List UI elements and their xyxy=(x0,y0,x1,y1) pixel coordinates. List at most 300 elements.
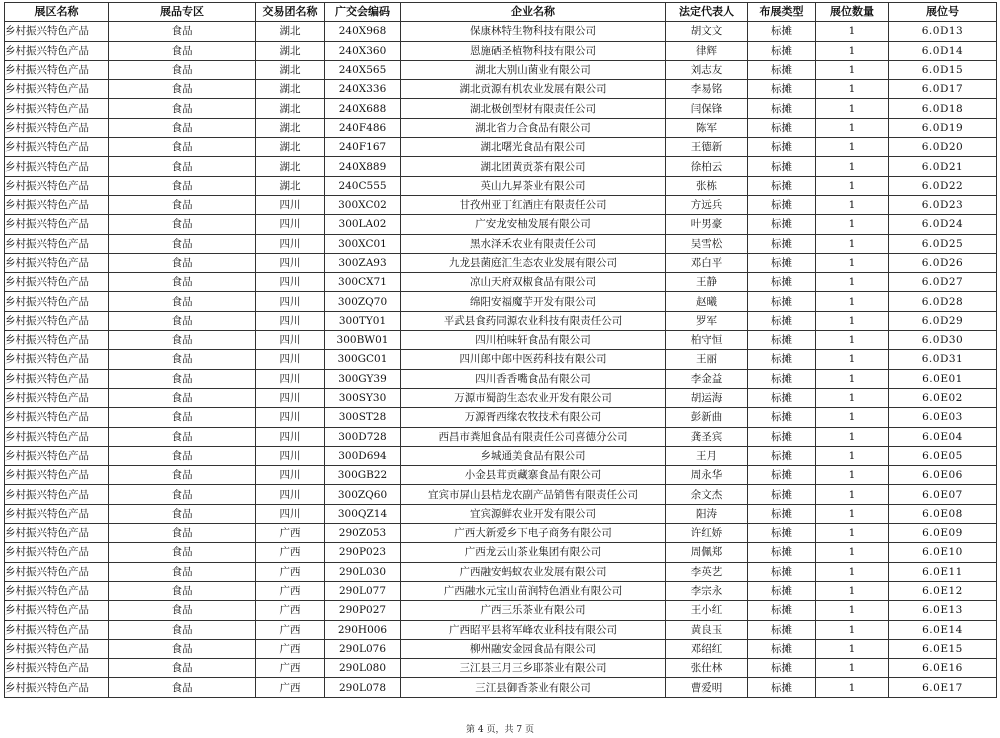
code-cell: 290L030 xyxy=(325,562,401,581)
category-cell: 食品 xyxy=(109,157,256,176)
booth-number-cell: 6.0D27 xyxy=(889,273,997,292)
code-cell: 290P023 xyxy=(325,543,401,562)
booth-type-cell: 标摊 xyxy=(748,60,816,79)
representative-cell: 邓绍红 xyxy=(666,639,748,658)
company-cell: 乡城通美食品有限公司 xyxy=(401,446,666,465)
delegation-cell: 四川 xyxy=(256,292,325,311)
table-row xyxy=(5,331,997,350)
delegation-cell: 广西 xyxy=(256,659,325,678)
table-row xyxy=(5,466,997,485)
booth-type-cell: 标摊 xyxy=(748,466,816,485)
exhibitor-table xyxy=(4,2,997,698)
booth-type-cell: 标摊 xyxy=(748,562,816,581)
booth-number-cell: 6.0E13 xyxy=(889,601,997,620)
company-cell: 湖北曙光食品有限公司 xyxy=(401,138,666,157)
booth-type-cell: 标摊 xyxy=(748,408,816,427)
representative-cell: 张栋 xyxy=(666,176,748,195)
delegation-cell: 四川 xyxy=(256,215,325,234)
company-cell: 柳州融安金园食品有限公司 xyxy=(401,639,666,658)
zone-cell: 乡村振兴特色产品 xyxy=(5,369,109,388)
booth-type-cell: 标摊 xyxy=(748,524,816,543)
category-cell: 食品 xyxy=(109,427,256,446)
booth-count-cell: 1 xyxy=(816,311,889,330)
table-row xyxy=(5,659,997,678)
code-cell: 300ZQ60 xyxy=(325,485,401,504)
company-cell: 湖北省力合食品有限公司 xyxy=(401,118,666,137)
booth-number-cell: 6.0D14 xyxy=(889,41,997,60)
code-cell: 300ST28 xyxy=(325,408,401,427)
booth-count-cell: 1 xyxy=(816,118,889,137)
category-cell: 食品 xyxy=(109,639,256,658)
table-row xyxy=(5,369,997,388)
zone-cell: 乡村振兴特色产品 xyxy=(5,562,109,581)
delegation-cell: 广西 xyxy=(256,543,325,562)
booth-type-cell: 标摊 xyxy=(748,446,816,465)
representative-cell: 周永华 xyxy=(666,466,748,485)
booth-count-cell: 1 xyxy=(816,504,889,523)
booth-number-cell: 6.0E06 xyxy=(889,466,997,485)
representative-cell: 刘志友 xyxy=(666,60,748,79)
booth-count-cell: 1 xyxy=(816,253,889,272)
booth-type-cell: 标摊 xyxy=(748,369,816,388)
delegation-cell: 湖北 xyxy=(256,41,325,60)
delegation-cell: 广西 xyxy=(256,678,325,697)
booth-count-cell: 1 xyxy=(816,99,889,118)
category-cell: 食品 xyxy=(109,99,256,118)
zone-cell: 乡村振兴特色产品 xyxy=(5,176,109,195)
company-cell: 万源市蜀韵生态农业开发有限公司 xyxy=(401,388,666,407)
header-booth-number: 展位号 xyxy=(889,3,997,22)
company-cell: 宜宾源鲜农业开发有限公司 xyxy=(401,504,666,523)
representative-cell: 柏守恒 xyxy=(666,331,748,350)
booth-type-cell: 标摊 xyxy=(748,388,816,407)
booth-count-cell: 1 xyxy=(816,485,889,504)
delegation-cell: 四川 xyxy=(256,234,325,253)
booth-number-cell: 6.0E10 xyxy=(889,543,997,562)
delegation-cell: 四川 xyxy=(256,331,325,350)
zone-cell: 乡村振兴特色产品 xyxy=(5,446,109,465)
code-cell: 240F486 xyxy=(325,118,401,137)
booth-count-cell: 1 xyxy=(816,138,889,157)
category-cell: 食品 xyxy=(109,273,256,292)
booth-count-cell: 1 xyxy=(816,678,889,697)
zone-cell: 乡村振兴特色产品 xyxy=(5,601,109,620)
zone-cell: 乡村振兴特色产品 xyxy=(5,504,109,523)
booth-number-cell: 6.0E09 xyxy=(889,524,997,543)
booth-count-cell: 1 xyxy=(816,620,889,639)
header-category: 展品专区 xyxy=(109,3,256,22)
representative-cell: 徐柏云 xyxy=(666,157,748,176)
booth-number-cell: 6.0D25 xyxy=(889,234,997,253)
zone-cell: 乡村振兴特色产品 xyxy=(5,388,109,407)
booth-type-cell: 标摊 xyxy=(748,176,816,195)
delegation-cell: 湖北 xyxy=(256,60,325,79)
delegation-cell: 四川 xyxy=(256,504,325,523)
representative-cell: 赵曦 xyxy=(666,292,748,311)
booth-type-cell: 标摊 xyxy=(748,80,816,99)
representative-cell: 胡文文 xyxy=(666,22,748,41)
delegation-cell: 广西 xyxy=(256,601,325,620)
representative-cell: 彭新曲 xyxy=(666,408,748,427)
booth-count-cell: 1 xyxy=(816,331,889,350)
table-row xyxy=(5,408,997,427)
zone-cell: 乡村振兴特色产品 xyxy=(5,408,109,427)
representative-cell: 张仕林 xyxy=(666,659,748,678)
zone-cell: 乡村振兴特色产品 xyxy=(5,581,109,600)
zone-cell: 乡村振兴特色产品 xyxy=(5,543,109,562)
representative-cell: 龚圣宾 xyxy=(666,427,748,446)
category-cell: 食品 xyxy=(109,408,256,427)
zone-cell: 乡村振兴特色产品 xyxy=(5,80,109,99)
category-cell: 食品 xyxy=(109,388,256,407)
table-row xyxy=(5,678,997,697)
code-cell: 300D728 xyxy=(325,427,401,446)
booth-number-cell: 6.0D22 xyxy=(889,176,997,195)
code-cell: 240X360 xyxy=(325,41,401,60)
code-cell: 300CX71 xyxy=(325,273,401,292)
company-cell: 小金县茸贡藏寨食品有限公司 xyxy=(401,466,666,485)
booth-count-cell: 1 xyxy=(816,427,889,446)
category-cell: 食品 xyxy=(109,524,256,543)
booth-number-cell: 6.0E14 xyxy=(889,620,997,639)
representative-cell: 胡运海 xyxy=(666,388,748,407)
zone-cell: 乡村振兴特色产品 xyxy=(5,427,109,446)
company-cell: 甘孜州亚丁红酒庄有限责任公司 xyxy=(401,195,666,214)
code-cell: 300GY39 xyxy=(325,369,401,388)
table-row xyxy=(5,524,997,543)
code-cell: 300SY30 xyxy=(325,388,401,407)
booth-number-cell: 6.0E16 xyxy=(889,659,997,678)
zone-cell: 乡村振兴特色产品 xyxy=(5,311,109,330)
category-cell: 食品 xyxy=(109,234,256,253)
delegation-cell: 广西 xyxy=(256,639,325,658)
booth-count-cell: 1 xyxy=(816,22,889,41)
zone-cell: 乡村振兴特色产品 xyxy=(5,234,109,253)
table-row xyxy=(5,22,997,41)
category-cell: 食品 xyxy=(109,41,256,60)
booth-number-cell: 6.0E04 xyxy=(889,427,997,446)
code-cell: 240X968 xyxy=(325,22,401,41)
category-cell: 食品 xyxy=(109,504,256,523)
booth-count-cell: 1 xyxy=(816,369,889,388)
company-cell: 九龙县菌庭汇生态农业发展有限公司 xyxy=(401,253,666,272)
delegation-cell: 湖北 xyxy=(256,176,325,195)
representative-cell: 王静 xyxy=(666,273,748,292)
company-cell: 西昌市粪旭食品有限责任公司喜德分公司 xyxy=(401,427,666,446)
booth-count-cell: 1 xyxy=(816,60,889,79)
zone-cell: 乡村振兴特色产品 xyxy=(5,273,109,292)
representative-cell: 周佩郑 xyxy=(666,543,748,562)
table-row xyxy=(5,601,997,620)
representative-cell: 吴雪松 xyxy=(666,234,748,253)
booth-count-cell: 1 xyxy=(816,273,889,292)
booth-type-cell: 标摊 xyxy=(748,659,816,678)
booth-number-cell: 6.0E11 xyxy=(889,562,997,581)
booth-number-cell: 6.0D19 xyxy=(889,118,997,137)
company-cell: 三江县三月三乡耶茶业有限公司 xyxy=(401,659,666,678)
table-row xyxy=(5,292,997,311)
booth-type-cell: 标摊 xyxy=(748,253,816,272)
booth-count-cell: 1 xyxy=(816,446,889,465)
zone-cell: 乡村振兴特色产品 xyxy=(5,253,109,272)
delegation-cell: 四川 xyxy=(256,446,325,465)
delegation-cell: 湖北 xyxy=(256,138,325,157)
code-cell: 300GC01 xyxy=(325,350,401,369)
booth-number-cell: 6.0D26 xyxy=(889,253,997,272)
booth-count-cell: 1 xyxy=(816,388,889,407)
code-cell: 240X336 xyxy=(325,80,401,99)
booth-count-cell: 1 xyxy=(816,524,889,543)
category-cell: 食品 xyxy=(109,485,256,504)
representative-cell: 李宗永 xyxy=(666,581,748,600)
representative-cell: 曹爱明 xyxy=(666,678,748,697)
company-cell: 恩施硒圣植物科技有限公司 xyxy=(401,41,666,60)
code-cell: 290P027 xyxy=(325,601,401,620)
booth-number-cell: 6.0E07 xyxy=(889,485,997,504)
header-representative: 法定代表人 xyxy=(666,3,748,22)
category-cell: 食品 xyxy=(109,659,256,678)
header-code: 广交会编码 xyxy=(325,3,401,22)
booth-count-cell: 1 xyxy=(816,234,889,253)
code-cell: 300BW01 xyxy=(325,331,401,350)
booth-type-cell: 标摊 xyxy=(748,234,816,253)
representative-cell: 李金益 xyxy=(666,369,748,388)
company-cell: 万源胥西缘农牧技术有限公司 xyxy=(401,408,666,427)
representative-cell: 王丽 xyxy=(666,350,748,369)
table-row xyxy=(5,176,997,195)
booth-number-cell: 6.0E01 xyxy=(889,369,997,388)
zone-cell: 乡村振兴特色产品 xyxy=(5,157,109,176)
representative-cell: 王小红 xyxy=(666,601,748,620)
booth-number-cell: 6.0D23 xyxy=(889,195,997,214)
category-cell: 食品 xyxy=(109,678,256,697)
zone-cell: 乡村振兴特色产品 xyxy=(5,118,109,137)
company-cell: 四川香香嘴食品有限公司 xyxy=(401,369,666,388)
category-cell: 食品 xyxy=(109,601,256,620)
company-cell: 湖北贡源有机农业发展有限公司 xyxy=(401,80,666,99)
company-cell: 广西龙云山茶业集团有限公司 xyxy=(401,543,666,562)
code-cell: 290L080 xyxy=(325,659,401,678)
representative-cell: 闫保锋 xyxy=(666,99,748,118)
representative-cell: 陈军 xyxy=(666,118,748,137)
zone-cell: 乡村振兴特色产品 xyxy=(5,195,109,214)
category-cell: 食品 xyxy=(109,138,256,157)
booth-type-cell: 标摊 xyxy=(748,485,816,504)
representative-cell: 李英艺 xyxy=(666,562,748,581)
company-cell: 黑水泽禾农业有限责任公司 xyxy=(401,234,666,253)
booth-number-cell: 6.0E17 xyxy=(889,678,997,697)
zone-cell: 乡村振兴特色产品 xyxy=(5,60,109,79)
table-row xyxy=(5,41,997,60)
delegation-cell: 四川 xyxy=(256,350,325,369)
zone-cell: 乡村振兴特色产品 xyxy=(5,350,109,369)
table-row xyxy=(5,118,997,137)
code-cell: 240C555 xyxy=(325,176,401,195)
booth-number-cell: 6.0E15 xyxy=(889,639,997,658)
code-cell: 240X889 xyxy=(325,157,401,176)
header-delegation: 交易团名称 xyxy=(256,3,325,22)
delegation-cell: 四川 xyxy=(256,466,325,485)
table-row xyxy=(5,99,997,118)
booth-type-cell: 标摊 xyxy=(748,331,816,350)
table-row xyxy=(5,581,997,600)
code-cell: 240X565 xyxy=(325,60,401,79)
booth-type-cell: 标摊 xyxy=(748,273,816,292)
booth-count-cell: 1 xyxy=(816,176,889,195)
booth-type-cell: 标摊 xyxy=(748,118,816,137)
booth-number-cell: 6.0D20 xyxy=(889,138,997,157)
code-cell: 290Z053 xyxy=(325,524,401,543)
company-cell: 英山九昇茶业有限公司 xyxy=(401,176,666,195)
booth-number-cell: 6.0D30 xyxy=(889,331,997,350)
booth-count-cell: 1 xyxy=(816,659,889,678)
code-cell: 240F167 xyxy=(325,138,401,157)
delegation-cell: 四川 xyxy=(256,408,325,427)
table-row xyxy=(5,485,997,504)
category-cell: 食品 xyxy=(109,466,256,485)
booth-type-cell: 标摊 xyxy=(748,678,816,697)
zone-cell: 乡村振兴特色产品 xyxy=(5,466,109,485)
booth-count-cell: 1 xyxy=(816,543,889,562)
booth-number-cell: 6.0D13 xyxy=(889,22,997,41)
delegation-cell: 广西 xyxy=(256,620,325,639)
header-booth-type: 布展类型 xyxy=(748,3,816,22)
table-row xyxy=(5,80,997,99)
company-cell: 广安龙安柚发展有限公司 xyxy=(401,215,666,234)
representative-cell: 李易铭 xyxy=(666,80,748,99)
table-row xyxy=(5,311,997,330)
booth-count-cell: 1 xyxy=(816,581,889,600)
table-row xyxy=(5,234,997,253)
code-cell: 290L076 xyxy=(325,639,401,658)
category-cell: 食品 xyxy=(109,562,256,581)
table-row xyxy=(5,446,997,465)
category-cell: 食品 xyxy=(109,620,256,639)
category-cell: 食品 xyxy=(109,369,256,388)
company-cell: 广西大新爱乡下电子商务有限公司 xyxy=(401,524,666,543)
table-row xyxy=(5,504,997,523)
delegation-cell: 广西 xyxy=(256,562,325,581)
category-cell: 食品 xyxy=(109,331,256,350)
delegation-cell: 湖北 xyxy=(256,22,325,41)
booth-number-cell: 6.0D28 xyxy=(889,292,997,311)
delegation-cell: 四川 xyxy=(256,388,325,407)
booth-type-cell: 标摊 xyxy=(748,504,816,523)
table-row xyxy=(5,388,997,407)
representative-cell: 王德新 xyxy=(666,138,748,157)
company-cell: 广西融水元宝山苗润特色酒业有限公司 xyxy=(401,581,666,600)
booth-number-cell: 6.0D17 xyxy=(889,80,997,99)
category-cell: 食品 xyxy=(109,80,256,99)
booth-count-cell: 1 xyxy=(816,195,889,214)
booth-type-cell: 标摊 xyxy=(748,41,816,60)
code-cell: 300ZQ70 xyxy=(325,292,401,311)
zone-cell: 乡村振兴特色产品 xyxy=(5,659,109,678)
table-row xyxy=(5,60,997,79)
company-cell: 凉山天府双椒食品有限公司 xyxy=(401,273,666,292)
category-cell: 食品 xyxy=(109,215,256,234)
zone-cell: 乡村振兴特色产品 xyxy=(5,292,109,311)
booth-type-cell: 标摊 xyxy=(748,350,816,369)
booth-count-cell: 1 xyxy=(816,80,889,99)
category-cell: 食品 xyxy=(109,446,256,465)
zone-cell: 乡村振兴特色产品 xyxy=(5,620,109,639)
booth-number-cell: 6.0E12 xyxy=(889,581,997,600)
booth-number-cell: 6.0E03 xyxy=(889,408,997,427)
company-cell: 平武县食药同源农业科技有限责任公司 xyxy=(401,311,666,330)
delegation-cell: 广西 xyxy=(256,524,325,543)
booth-count-cell: 1 xyxy=(816,639,889,658)
table-row xyxy=(5,620,997,639)
code-cell: 300QZ14 xyxy=(325,504,401,523)
category-cell: 食品 xyxy=(109,176,256,195)
booth-count-cell: 1 xyxy=(816,466,889,485)
header-zone: 展区名称 xyxy=(5,3,109,22)
code-cell: 300TY01 xyxy=(325,311,401,330)
code-cell: 290L077 xyxy=(325,581,401,600)
zone-cell: 乡村振兴特色产品 xyxy=(5,485,109,504)
code-cell: 300XC01 xyxy=(325,234,401,253)
booth-number-cell: 6.0E05 xyxy=(889,446,997,465)
page-footer: 第 4 页，共 7 页 xyxy=(466,725,534,735)
company-cell: 湖北团黄贡茶有限公司 xyxy=(401,157,666,176)
company-cell: 保康林特生物科技有限公司 xyxy=(401,22,666,41)
company-cell: 广西三乐茶业有限公司 xyxy=(401,601,666,620)
booth-number-cell: 6.0E08 xyxy=(889,504,997,523)
delegation-cell: 湖北 xyxy=(256,118,325,137)
booth-type-cell: 标摊 xyxy=(748,543,816,562)
company-cell: 三江县御香茶业有限公司 xyxy=(401,678,666,697)
table-row xyxy=(5,427,997,446)
header-row xyxy=(5,3,997,22)
booth-type-cell: 标摊 xyxy=(748,311,816,330)
representative-cell: 叶男豪 xyxy=(666,215,748,234)
category-cell: 食品 xyxy=(109,581,256,600)
table-row xyxy=(5,138,997,157)
representative-cell: 邓白平 xyxy=(666,253,748,272)
booth-count-cell: 1 xyxy=(816,601,889,620)
booth-type-cell: 标摊 xyxy=(748,195,816,214)
category-cell: 食品 xyxy=(109,543,256,562)
booth-type-cell: 标摊 xyxy=(748,99,816,118)
booth-number-cell: 6.0D18 xyxy=(889,99,997,118)
table-row xyxy=(5,157,997,176)
booth-type-cell: 标摊 xyxy=(748,138,816,157)
booth-count-cell: 1 xyxy=(816,157,889,176)
table-row xyxy=(5,215,997,234)
code-cell: 300LA02 xyxy=(325,215,401,234)
table-row xyxy=(5,562,997,581)
delegation-cell: 湖北 xyxy=(256,99,325,118)
representative-cell: 罗军 xyxy=(666,311,748,330)
zone-cell: 乡村振兴特色产品 xyxy=(5,138,109,157)
company-cell: 宜宾市屏山县桔龙农副产品销售有限责任公司 xyxy=(401,485,666,504)
booth-type-cell: 标摊 xyxy=(748,22,816,41)
booth-type-cell: 标摊 xyxy=(748,292,816,311)
code-cell: 290L078 xyxy=(325,678,401,697)
delegation-cell: 四川 xyxy=(256,195,325,214)
code-cell: 300GB22 xyxy=(325,466,401,485)
delegation-cell: 四川 xyxy=(256,311,325,330)
category-cell: 食品 xyxy=(109,350,256,369)
delegation-cell: 四川 xyxy=(256,427,325,446)
category-cell: 食品 xyxy=(109,292,256,311)
zone-cell: 乡村振兴特色产品 xyxy=(5,524,109,543)
category-cell: 食品 xyxy=(109,60,256,79)
table-row xyxy=(5,350,997,369)
delegation-cell: 四川 xyxy=(256,253,325,272)
delegation-cell: 湖北 xyxy=(256,80,325,99)
